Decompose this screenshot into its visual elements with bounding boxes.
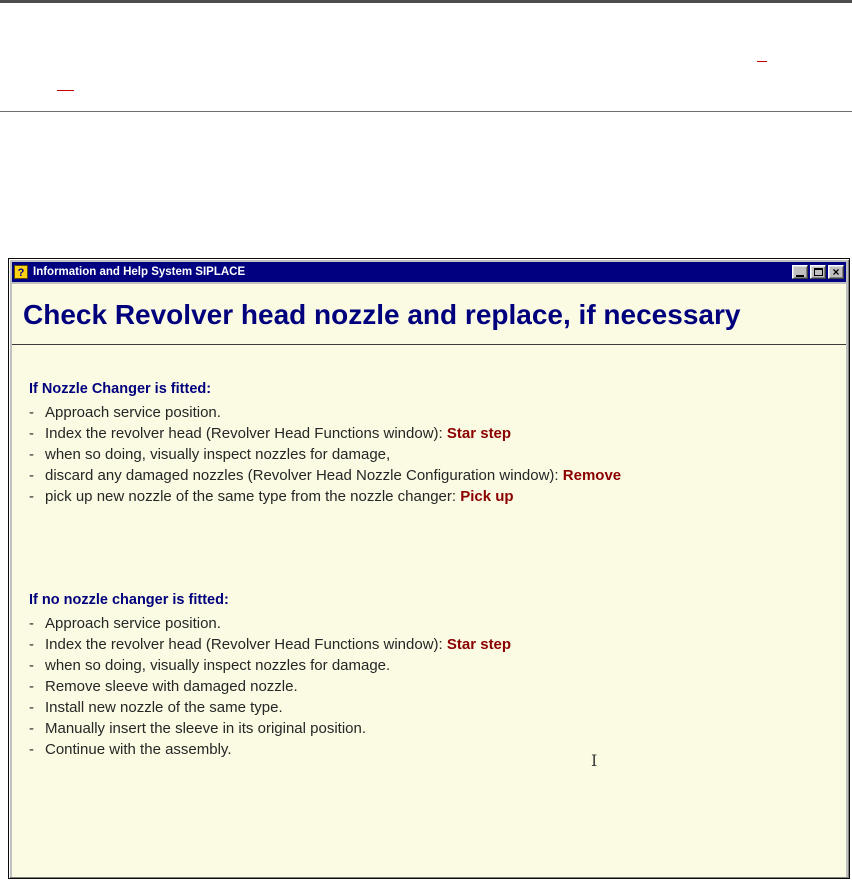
list-dash: - [29,699,34,716]
maximize-icon [814,268,823,276]
help-icon: ? [14,265,28,279]
list-item [29,676,832,697]
list-item-text: Index the revolver head (Revolver Head Functions window): [45,636,447,653]
hyperlink-marker[interactable] [757,50,767,62]
list-item [29,465,832,486]
top-window-edge [0,0,852,3]
window-title: Information and Help System SIPLACE [33,266,246,278]
close-icon: × [832,264,840,279]
close-button[interactable] [828,265,844,279]
list-item [29,697,832,718]
text-cursor-icon: I [591,751,598,770]
list-item [29,423,832,444]
list-item-text: Approach service position. [45,404,221,421]
section-nozzle-changer-fitted [29,379,832,507]
maximize-button[interactable] [810,265,826,279]
action-ref: Remove [562,467,622,484]
list-dash: - [29,636,34,653]
section-no-nozzle-changer [29,590,832,760]
heading-divider [12,344,846,345]
action-ref: Star step [446,636,512,653]
list-dash: - [29,720,34,737]
action-ref: Star step [446,425,512,442]
list-dash: - [29,425,34,442]
list-item-text: pick up new nozzle of the same type from the nozzle changer: [45,488,461,505]
list-dash: - [29,488,34,505]
help-window [8,258,850,879]
list-item-text: discard any damaged nozzles (Revolver Head Nozzle Configuration window): [45,467,563,484]
list-item-text: Approach service position. [45,615,221,632]
list-dash: - [29,404,34,421]
list-item-text: Continue with the assembly. [45,741,232,758]
list-item [29,739,832,760]
page-title: Check Revolver head nozzle and replace, if necessary [23,299,741,330]
minimize-icon [796,275,804,277]
minimize-button[interactable] [792,265,808,279]
list-item [29,486,832,507]
list-item [29,718,832,739]
window-controls [792,265,844,279]
hyperlink-marker[interactable] [57,79,74,91]
list-item [29,444,832,465]
list-dash: - [29,615,34,632]
list-item-text: Remove sleeve with damaged nozzle. [45,678,298,695]
list-item-text: Install new nozzle of the same type. [45,699,283,716]
document-divider [0,111,852,112]
list-dash: - [29,446,34,463]
window-titlebar[interactable] [12,262,846,282]
list-item [29,402,832,423]
section-header: If no nozzle changer is fitted: [29,592,229,608]
action-ref: Pick up [460,488,514,505]
list-dash: - [29,467,34,484]
list-item [29,655,832,676]
section-header: If Nozzle Changer is fitted: [29,381,212,397]
list-item [29,634,832,655]
list-item [29,613,832,634]
list-item-text: when so doing, visually inspect nozzles for damage, [45,446,391,463]
help-content [12,284,846,877]
list-item-text: Index the revolver head (Revolver Head Functions window): [45,425,447,442]
list-dash: - [29,657,34,674]
instruction-sections [12,379,846,760]
list-item-text: when so doing, visually inspect nozzles for damage. [45,657,391,674]
list-dash: - [29,741,34,758]
list-dash: - [29,678,34,695]
list-item-text: Manually insert the sleeve in its original position. [45,720,366,737]
